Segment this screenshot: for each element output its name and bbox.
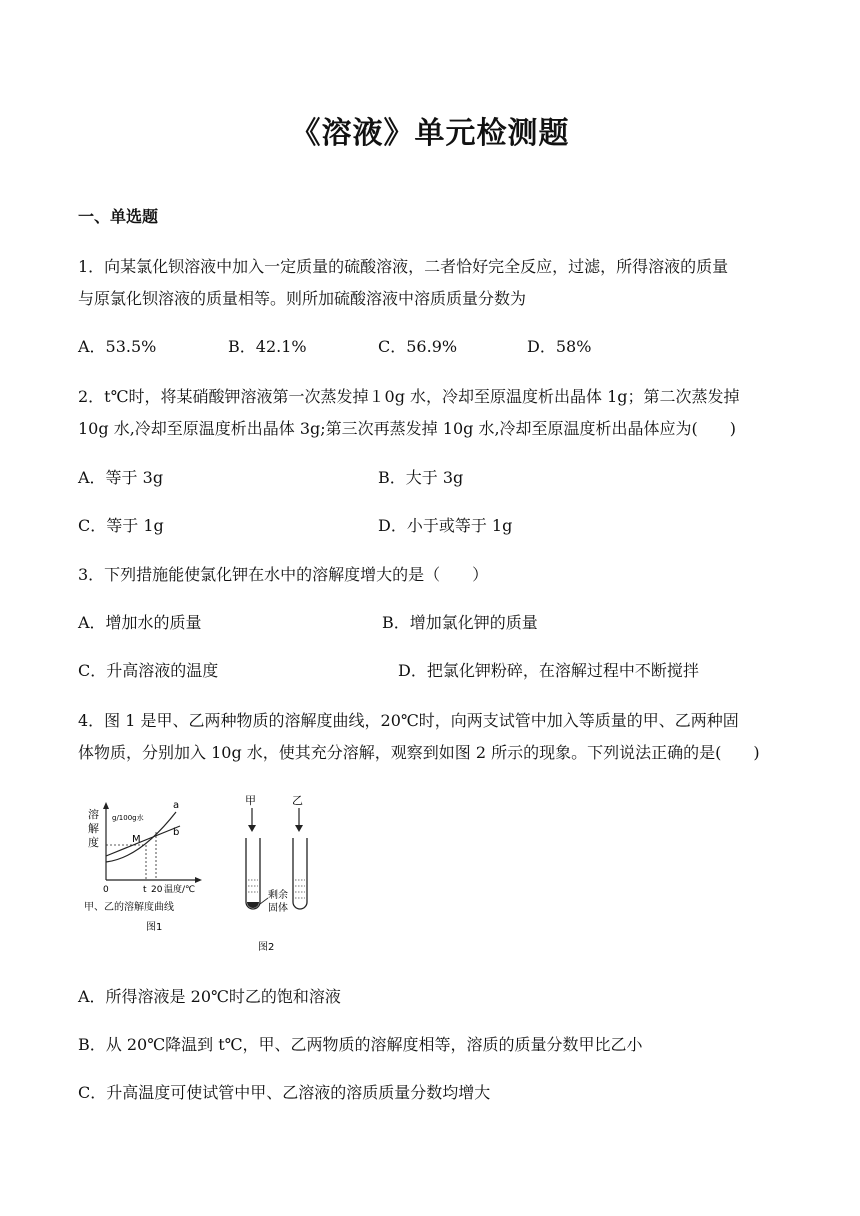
tick-t-label: t [143, 885, 147, 895]
y-unit-label: g/100g水 [112, 814, 144, 822]
y-axis-arrow [103, 802, 109, 809]
curve-b [106, 826, 180, 856]
figure2-label: 图2 [258, 942, 275, 953]
point-m-label: M [132, 834, 141, 845]
page-title: 《溶液》单元检测题 [290, 116, 570, 151]
q4-stem-line1: 4．图 1 是甲、乙两种物质的溶解度曲线，20℃时，向两支试管中加入等质量的甲、乙两种固 [78, 711, 739, 730]
q3-option-b: B．增加氯化钾的质量 [382, 613, 538, 632]
q3-stem: 3．下列措施能使氯化钾在水中的溶解度增大的是（ ） [78, 565, 489, 584]
residue-label-2: 固体 [268, 903, 288, 914]
q3-option-a: A．增加水的质量 [78, 613, 202, 632]
origin-label: 0 [103, 885, 109, 895]
y-label-char-2: 解 [88, 822, 99, 835]
q2-option-d: D．小于或等于 1g [378, 516, 513, 535]
test-tube-figure [238, 790, 328, 960]
q1-option-c: C．56.9% [378, 337, 458, 356]
section-heading: 一、单选题 [78, 207, 159, 226]
y-label-char-1: 溶 [88, 808, 99, 821]
q1-stem-line1: 1．向某氯化钡溶液中加入一定质量的硫酸溶液，二者恰好完全反应，过滤，所得溶液的质量 [78, 257, 729, 276]
solubility-curve-figure [80, 788, 220, 938]
figure1-caption: 甲、乙的溶解度曲线 [84, 902, 174, 913]
q1-option-d: D．58% [527, 337, 592, 356]
q1-stem-line2: 与原氯化钡溶液的质量相等。则所加硫酸溶液中溶质质量分数为 [78, 289, 527, 308]
q2-option-c: C．等于 1g [78, 516, 164, 535]
x-axis-arrow [195, 877, 202, 883]
tick-20-label: 20 [151, 885, 163, 895]
tube-jia-label: 甲 [245, 794, 256, 807]
arrow-yi-head [295, 825, 303, 832]
arrow-jia-head [248, 825, 256, 832]
q4-stem-line2: 体物质，分别加入 10g 水，使其充分溶解，观察到如图 2 所示的现象。下列说法正确的是( ) [78, 743, 760, 762]
q4-option-a: A．所得溶液是 20℃时乙的饱和溶液 [78, 987, 341, 1006]
curve-b-label: b [173, 827, 180, 838]
q1-option-a: A．53.5% [78, 337, 157, 356]
q3-option-c: C．升高溶液的温度 [78, 661, 219, 680]
q1-option-b: B．42.1% [228, 337, 307, 356]
q4-option-c: C．升高温度可使试管中甲、乙溶液的溶质质量分数均增大 [78, 1083, 491, 1102]
q2-option-b: B．大于 3g [378, 468, 464, 487]
tube-jia [246, 838, 260, 909]
curve-a-label: a [173, 800, 180, 811]
residue-pointer [260, 898, 268, 904]
residue-label-1: 剩余 [268, 890, 288, 901]
tube-yi-label: 乙 [292, 794, 303, 807]
q2-option-a: A．等于 3g [78, 468, 164, 487]
q2-stem-line1: 2．t℃时，将某硝酸钾溶液第一次蒸发掉１0g 水，冷却至原温度析出晶体 1g；第二次蒸发掉 [78, 387, 740, 406]
figure1-label: 图1 [146, 922, 163, 933]
q3-option-d: D．把氯化钾粉碎，在溶解过程中不断搅拌 [398, 661, 699, 680]
q2-stem-line2: 10g 水,冷却至原温度析出晶体 3g;第三次再蒸发掉 10g 水,冷却至原温度析出晶体应为( ) [78, 419, 737, 438]
y-label-char-3: 度 [88, 836, 99, 849]
q4-option-b: B．从 20℃降温到 t℃，甲、乙两物质的溶解度相等，溶质的质量分数甲比乙小 [78, 1035, 643, 1054]
x-axis-label: 温度/℃ [164, 885, 196, 895]
